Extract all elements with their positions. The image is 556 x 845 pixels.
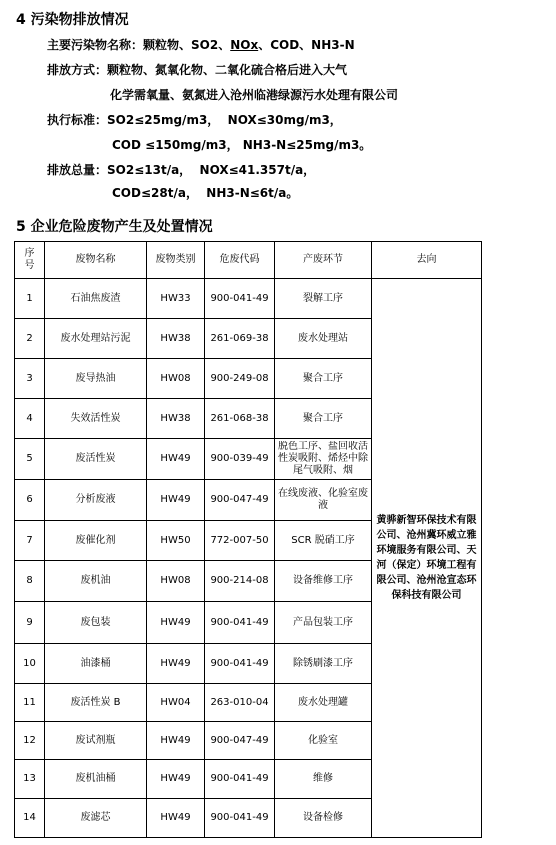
discharge-method-1: 颗粒物、氮氧化物、二氧化硫合格后进入大气 [107, 63, 348, 77]
cell-no: 2 [15, 319, 45, 359]
hazardous-waste-table [14, 241, 482, 838]
discharge-method-label: 排放方式： [47, 63, 108, 77]
cell-name: 分析废液 [45, 480, 147, 521]
total-1: SO2≤13t/a， NOX≤41.357t/a， [107, 163, 316, 177]
standard-line [47, 111, 342, 128]
header-name: 废物名称 [45, 242, 147, 279]
cell-no: 9 [15, 602, 45, 644]
cell-source: 聚合工序 [275, 359, 372, 399]
cell-source: 设备检修 [275, 799, 372, 838]
cell-source: 脱色工序、盐回收活性炭吸附、烯烃中除尾气吸附、烟 [275, 439, 372, 480]
cell-no: 10 [15, 644, 45, 684]
cell-source: 维修 [275, 760, 372, 799]
cell-name: 废包装 [45, 602, 147, 644]
cell-category: HW49 [147, 439, 205, 480]
cell-source: 在线废液、化验室废液 [275, 480, 372, 521]
header-code: 危废代码 [205, 242, 275, 279]
cell-category: HW49 [147, 760, 205, 799]
cell-name: 废活性炭 B [45, 684, 147, 722]
cell-no: 11 [15, 684, 45, 722]
cell-code: 900-041-49 [205, 602, 275, 644]
cell-destination: 黄骅新智环保技术有限公司、沧州冀环威立雅环境服务有限公司、天河（保定）环境工程有限公司、沧州沧宣态环保科技有限公司 [372, 279, 482, 838]
cell-name: 废试剂瓶 [45, 722, 147, 760]
cell-category: HW04 [147, 684, 205, 722]
cell-no: 8 [15, 561, 45, 602]
cell-code: 261-068-38 [205, 399, 275, 439]
total-line-2: COD≤28t/a， NH3-N≤6t/a。 [112, 186, 299, 200]
cell-code: 900-041-49 [205, 799, 275, 838]
cell-name: 废机油 [45, 561, 147, 602]
cell-source: 产品包装工序 [275, 602, 372, 644]
section-4-title: 4 污染物排放情况 [16, 12, 129, 28]
cell-category: HW50 [147, 521, 205, 561]
main-pollutants-line [47, 36, 355, 53]
cell-name: 石油焦废渣 [45, 279, 147, 319]
cell-name: 油漆桶 [45, 644, 147, 684]
cell-source: SCR 脱硝工序 [275, 521, 372, 561]
cell-code: 900-047-49 [205, 722, 275, 760]
cell-category: HW08 [147, 561, 205, 602]
total-label: 排放总量： [47, 163, 108, 177]
cell-code: 900-039-49 [205, 439, 275, 480]
cell-name: 失效活性炭 [45, 399, 147, 439]
cell-code: 900-249-08 [205, 359, 275, 399]
cell-no: 6 [15, 480, 45, 521]
main-pollutants-nox: NOx [230, 38, 259, 52]
header-source: 产废环节 [275, 242, 372, 279]
table-row [15, 279, 482, 319]
cell-code: 900-047-49 [205, 480, 275, 521]
standard-1: SO2≤25mg/m3， NOX≤30mg/m3， [107, 113, 342, 127]
cell-source: 设备维修工序 [275, 561, 372, 602]
cell-category: HW49 [147, 722, 205, 760]
cell-no: 12 [15, 722, 45, 760]
cell-source: 化验室 [275, 722, 372, 760]
cell-no: 13 [15, 760, 45, 799]
cell-category: HW49 [147, 799, 205, 838]
table-body [15, 279, 482, 838]
cell-category: HW33 [147, 279, 205, 319]
discharge-method-line [47, 61, 347, 78]
cell-code: 772-007-50 [205, 521, 275, 561]
main-pollutants-post: 、COD、NH3-N [258, 38, 355, 52]
main-pollutants-label: 主要污染物名称： [47, 38, 144, 52]
cell-code: 900-041-49 [205, 760, 275, 799]
cell-source: 废水处理罐 [275, 684, 372, 722]
cell-no: 5 [15, 439, 45, 480]
cell-code: 263-010-04 [205, 684, 275, 722]
standard-line-2: COD ≤150mg/m3， NH3-N≤25mg/m3。 [112, 138, 372, 152]
cell-category: HW49 [147, 480, 205, 521]
header-destination: 去向 [372, 242, 482, 279]
cell-source: 聚合工序 [275, 399, 372, 439]
cell-name: 废滤芯 [45, 799, 147, 838]
cell-category: HW49 [147, 602, 205, 644]
cell-source: 裂解工序 [275, 279, 372, 319]
cell-code: 261-069-38 [205, 319, 275, 359]
cell-category: HW38 [147, 319, 205, 359]
standard-label: 执行标准： [47, 113, 108, 127]
cell-code: 900-041-49 [205, 644, 275, 684]
cell-category: HW08 [147, 359, 205, 399]
cell-no: 1 [15, 279, 45, 319]
cell-name: 废水处理站污泥 [45, 319, 147, 359]
cell-no: 7 [15, 521, 45, 561]
cell-code: 900-041-49 [205, 279, 275, 319]
cell-name: 废活性炭 [45, 439, 147, 480]
cell-name: 废催化剂 [45, 521, 147, 561]
cell-source: 废水处理站 [275, 319, 372, 359]
header-category: 废物类别 [147, 242, 205, 279]
cell-no: 14 [15, 799, 45, 838]
section-5-title: 5 企业危险废物产生及处置情况 [16, 219, 213, 235]
total-line [47, 161, 315, 178]
cell-category: HW38 [147, 399, 205, 439]
main-pollutants-pre: 颗粒物、SO2、 [143, 38, 231, 52]
cell-no: 3 [15, 359, 45, 399]
cell-code: 900-214-08 [205, 561, 275, 602]
cell-source: 除锈刷漆工序 [275, 644, 372, 684]
cell-name: 废机油桶 [45, 760, 147, 799]
header-no: 序号 [15, 242, 45, 279]
cell-name: 废导热油 [45, 359, 147, 399]
cell-no: 4 [15, 399, 45, 439]
table-header-row [15, 242, 482, 279]
cell-category: HW49 [147, 644, 205, 684]
discharge-method-line-2: 化学需氧量、氨氮进入沧州临港绿源污水处理有限公司 [110, 88, 399, 102]
